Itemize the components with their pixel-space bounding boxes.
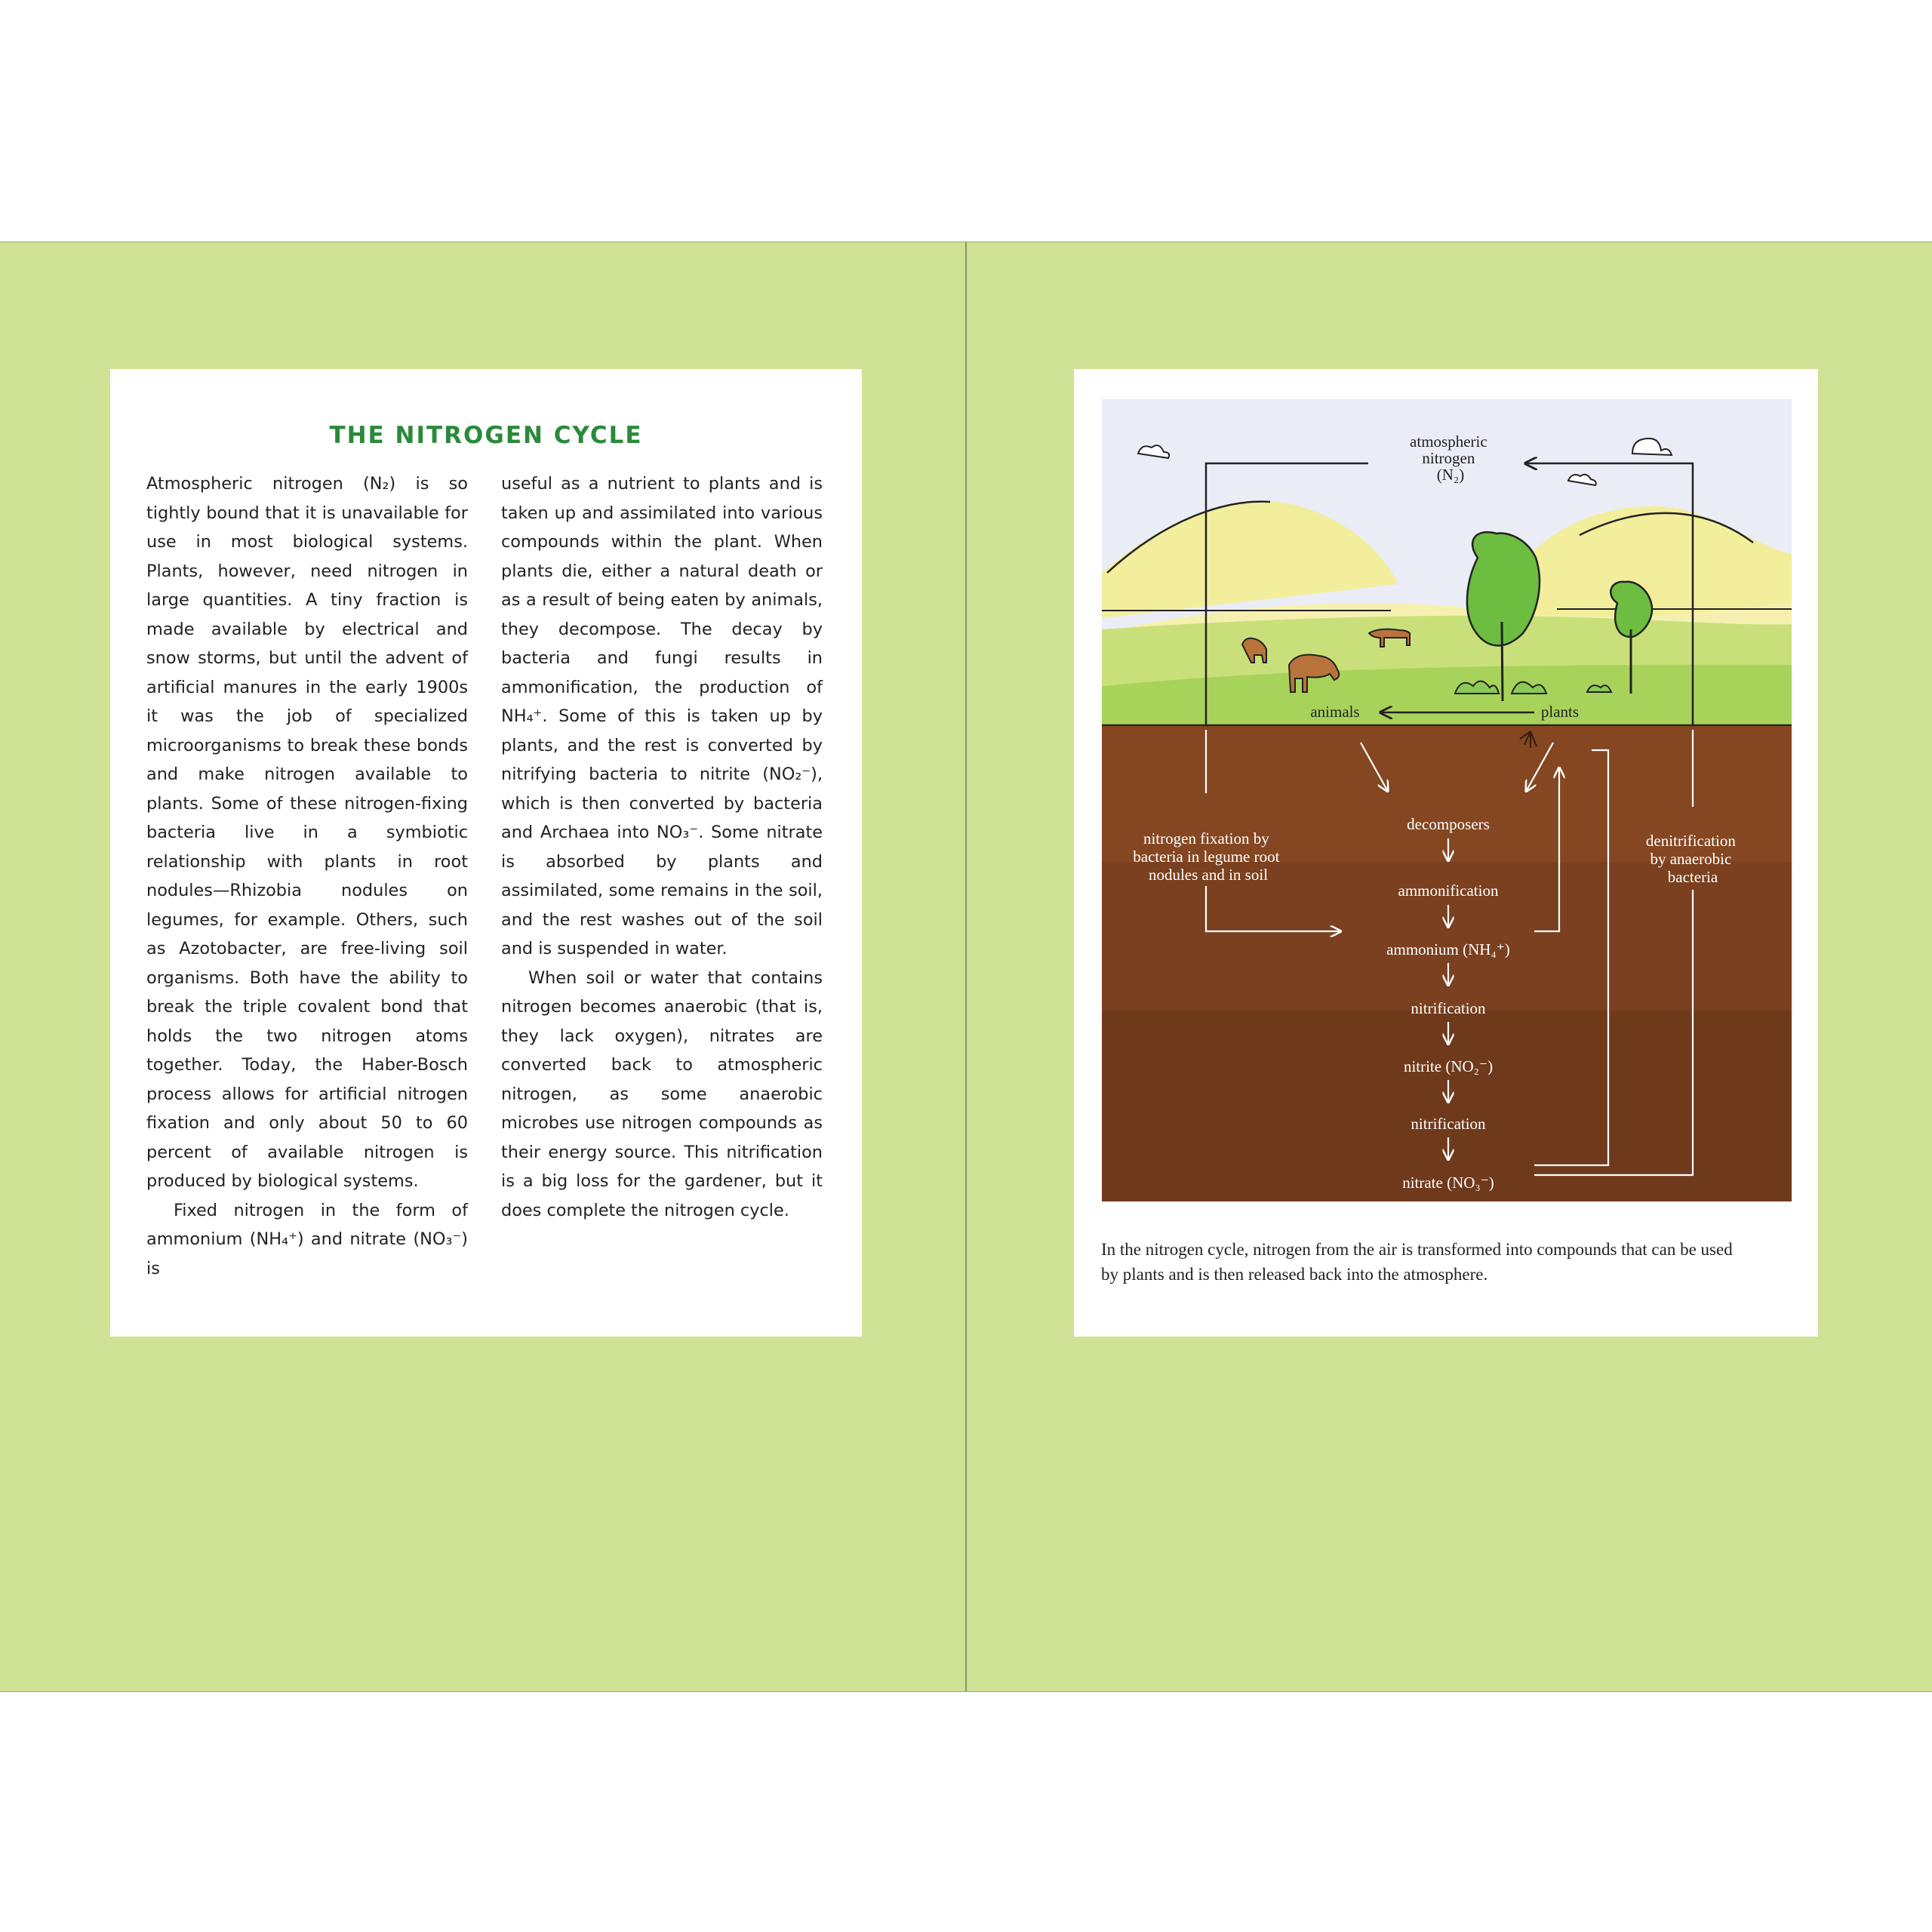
atmospheric-label: atmospheric nitrogen (N₂) (1410, 432, 1487, 484)
nitrogen-cycle-diagram (1074, 369, 1818, 1337)
step-label: nitrate (NO₃⁻) (1402, 1174, 1494, 1192)
denitrification-label: denitrification by anaerobic bacteria (1645, 832, 1736, 886)
text-column-2 (501, 469, 823, 1225)
step-label: decomposers (1407, 815, 1490, 833)
book-spread (0, 242, 1932, 1692)
page-gutter (965, 242, 967, 1691)
step-label: nitrification (1411, 1115, 1486, 1133)
text-panel (110, 369, 862, 1337)
figure-panel (1074, 369, 1818, 1337)
paragraph: Fixed nitrogen in the form of ammonium (NH₄⁺) and nitrate (NO₃⁻) is (146, 1200, 468, 1278)
plants-label: plants (1540, 703, 1580, 721)
animals-label: animals (1310, 703, 1360, 721)
step-label: ammonification (1398, 881, 1499, 900)
paragraph: useful as a nutrient to plants and is taken up and assimilated into various compounds within the plant. When plants die, either a natural death or as a result of being eaten by animals, they decompose. The decay by bacteria and fungi results in ammonification, the production of NH₄⁺. Some of this is taken up by plants, and the rest is converted by nitrifying bacteria to nitrite (NO₂⁻), which is then converted by bacteria and Archaea into NO₃⁻. Some nitrate is absorbed by plants and assimilated, some remains in the soil, and the rest washes out of the soil and is suspended in water. (501, 474, 823, 958)
text-column-1 (146, 469, 468, 1283)
paragraph: When soil or water that contains nitrogen becomes anaerobic (that is, they lack oxygen), nitrates are converted back to atmospheric nitrogen, as some anaerobic microbes use nitrogen compounds as their energy source. This nitrification is a big loss for the gardener, but it does complete the nitrogen cycle. (501, 968, 823, 1220)
figure-caption: In the nitrogen cycle, nitrogen from the air is transformed into compounds that can be used by plants and is then released back into the atmosphere. (1101, 1240, 1733, 1284)
page-title: THE NITROGEN CYCLE (329, 422, 643, 449)
fixation-label: nitrogen fixation by bacteria in legume root nodules and in soil (1133, 829, 1280, 884)
step-label: ammonium (NH₄⁺) (1386, 940, 1510, 958)
paragraph: Atmospheric nitrogen (N₂) is so tightly bound that it is unavailable for use in most biological systems. Plants, however, need nitrogen in large quantities. A tiny fraction is made available by electrical and snow storms, but until the advent of artificial manures in the early 1900s it was the job of specialized microorganisms to break these bonds and make nitrogen available to plants. Some of these nitrogen-fixing bacteria live in a symbiotic relationship with plants in root nodules—Rhizobia nodules on legumes, for example. Others, such as Azotobacter, are free-living soil organisms. Both have the ability to break the triple covalent bond that holds the two nitrogen atoms together. Today, the Haber-Bosch process allows for artificial nitrogen fixation and only about 50 to 60 percent of available nitrogen is produced by biological systems. (146, 474, 468, 1191)
step-label: nitrification (1411, 999, 1486, 1017)
step-label: nitrite (NO₂⁻) (1403, 1057, 1494, 1075)
